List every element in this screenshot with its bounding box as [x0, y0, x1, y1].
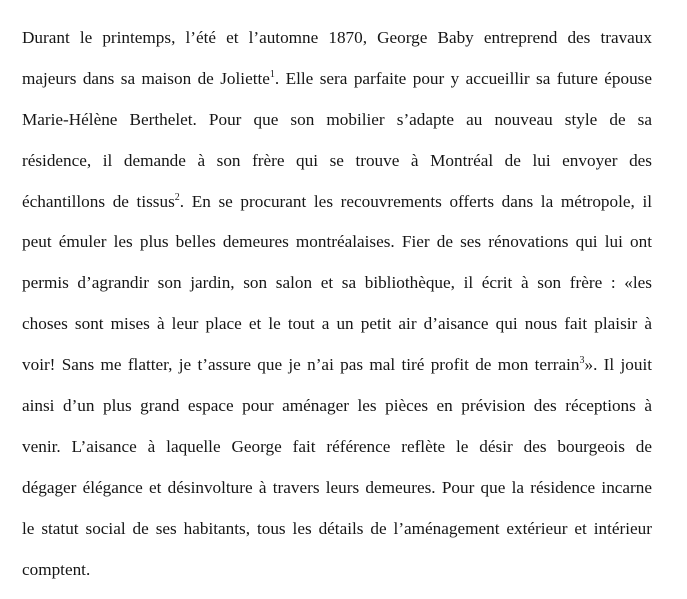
text-line-2 [22, 59, 652, 100]
line-text: le statut social de ses habitants, tous les détails de l’aménagement extérieur et intérieur [22, 518, 652, 538]
footnote-ref-2: 2 [174, 191, 180, 203]
line-text: dégager élégance et désinvolture à travers leurs demeures. Pour que la résidence incarne [22, 477, 652, 497]
line-text: comptent. [22, 559, 91, 579]
line-text: Durant le printemps, l’été et l’automne 1870, George Baby entreprend des travaux [22, 28, 652, 47]
line-text: permis d’agrandir son jardin, son salon et sa bibliothèque, il écrit à son frère : «les [22, 273, 652, 293]
line-text-after: . Elle sera parfaite pour y accueillir sa future épouse [274, 68, 652, 88]
text-line-3 [22, 100, 652, 141]
line-text: choses sont mises à leur place et le tout a un petit air d’aisance qui nous fait plaisir à [22, 314, 652, 334]
line-text: voir! Sans me flatter, je t’assure que je n’ai pas mal tiré profit de mon terrain [22, 355, 580, 375]
text-line-5 [22, 182, 652, 223]
text-line-8 [22, 304, 652, 345]
line-text: ainsi d’un plus grand espace pour aménager les pièces en prévision des réceptions à [22, 396, 652, 416]
text-line-12 [22, 468, 652, 509]
text-line-14 [22, 550, 652, 591]
line-text-after: . En se procurant les recouvrements offerts dans la métropole, il [179, 191, 653, 211]
body-paragraph [22, 18, 652, 590]
text-line-1 [22, 18, 652, 59]
line-text: peut émuler les plus belles demeures montréalaises. Fier de ses rénovations qui lui ont [22, 232, 652, 252]
text-line-7 [22, 263, 652, 304]
line-text: échantillons de tissus [22, 191, 175, 211]
text-line-11 [22, 427, 652, 468]
text-line-4 [22, 141, 652, 182]
line-text: résidence, il demande à son frère qui se trouve à Montréal de lui envoyer des [22, 150, 652, 170]
text-line-9 [22, 345, 652, 386]
footnote-ref-3: 3 [579, 355, 585, 367]
text-line-6 [22, 222, 652, 263]
text-line-10 [22, 386, 652, 427]
document-page [22, 18, 652, 590]
line-text-after: ». Il jouit [584, 355, 653, 375]
line-text: majeurs dans sa maison de Joliette [22, 68, 270, 88]
footnote-ref-1: 1 [269, 68, 275, 80]
line-text: venir. L’aisance à laquelle George fait référence reflète le désir des bourgeois de [22, 436, 652, 456]
text-line-13 [22, 509, 652, 550]
line-text: Marie-Hélène Berthelet. Pour que son mobilier s’adapte au nouveau style de sa [22, 109, 652, 129]
